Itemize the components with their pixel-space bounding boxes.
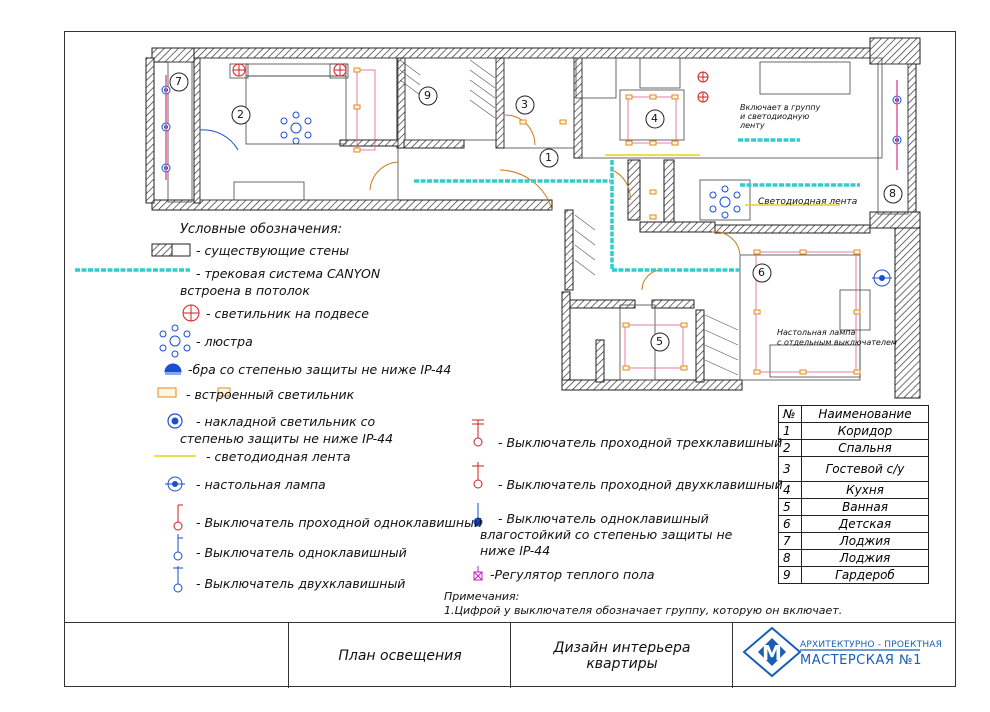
legend-track: - трековая система CANYON [196,266,381,281]
row-name: Гардероб [802,567,929,584]
room-number-7: 7 [175,75,182,88]
row-name: Гостевой с/у [802,457,929,482]
legend-surface: - накладной светильник со [196,414,376,429]
rooms-table [778,405,929,584]
room-number-8: 8 [889,187,896,200]
rooms-table-header [779,406,929,423]
legend-walls: - существующие стены [196,243,350,258]
row-number: 4 [779,482,802,499]
row-number: 8 [779,550,802,567]
notes [444,590,842,618]
row-number: 7 [779,533,802,550]
kitchen-annotation: Включает в группу и светодиодную ленту [740,103,821,130]
legend-switch-2: - Выключатель двухклавишный [196,576,406,591]
room-number-2: 2 [237,108,244,121]
legend-chandelier: - люстра [196,334,253,349]
room-number-5: 5 [656,335,663,348]
row-name: Лоджия [802,533,929,550]
project-title [510,623,733,688]
legend-floor-heat: -Регулятор теплого пола [490,567,655,582]
row-name: Коридор [802,423,929,440]
col-number: № [779,406,802,423]
row-number: 2 [779,440,802,457]
row-number: 1 [779,423,802,440]
legend-switch-pass-3: - Выключатель проходной трехклавишный [498,435,783,450]
legend-table-lamp: - настольная лампа [196,477,326,492]
row-number: 5 [779,499,802,516]
lamp-annotation-2: с отдельным выключателем [777,338,897,347]
room-number-4: 4 [651,112,658,125]
legend-pendant: - светильник на подвесе [206,306,369,321]
legend-spot: - встроенный светильник [186,387,355,402]
legend-switch-pass-1: - Выключатель проходной одноклавишный [196,515,483,530]
room-number-9: 9 [424,89,431,102]
row-number: 9 [779,567,802,584]
table-row [779,482,929,499]
led-annotation: Светодиодная лента [758,197,858,207]
svg-text:M: M [762,641,782,665]
legend-switch-wet: - Выключатель одноклавишный [498,511,709,526]
legend-bra: -бра со степенью защиты не ниже IP-44 [188,362,452,377]
sheet-title: План освещения [288,623,511,688]
company-line-1: АРХИТЕКТУРНО - ПРОЕКТНАЯ [800,640,943,650]
row-name: Кухня [802,482,929,499]
company-line-2: МАСТЕРСКАЯ №1 [800,653,922,668]
table-row [779,499,929,516]
legend-switch-1: - Выключатель одноклавишный [196,545,407,560]
legend-title: Условные обозначения: [180,222,343,237]
table-row [779,440,929,457]
notes-line-1: 1.Цифрой у выключателя обозначает группу, которую он включает. [444,604,843,617]
legend-surface-2: степенью защиты не ниже IP-44 [180,431,394,446]
room-number-3: 3 [521,98,528,111]
legend-track-2: встроена в потолок [180,283,310,298]
col-name: Наименование [802,406,929,423]
room-number-6: 6 [758,266,765,279]
table-row [779,457,929,482]
project-title-line-2: квартиры [586,655,658,672]
table-row [779,533,929,550]
table-row [779,423,929,440]
notes-title: Примечания: [444,590,520,603]
table-row [779,567,929,584]
legend-switch-pass-2: - Выключатель проходной двухклавишный [498,477,783,492]
legend-led: - светодиодная лента [206,449,351,464]
room-number-1: 1 [545,151,552,164]
legend-switch-wet-2: влагостойкий со степенью защиты не [480,527,733,542]
row-name: Спальня [802,440,929,457]
row-number: 3 [779,457,802,482]
row-name: Детская [802,516,929,533]
table-row [779,550,929,567]
lamp-annotation-1: Настольная лампа [777,328,856,337]
row-name: Лоджия [802,550,929,567]
project-title-line-1: Дизайн интерьера [553,639,691,656]
row-name: Ванная [802,499,929,516]
table-row [779,516,929,533]
row-number: 6 [779,516,802,533]
legend-switch-wet-3: ниже IP-44 [480,543,551,558]
